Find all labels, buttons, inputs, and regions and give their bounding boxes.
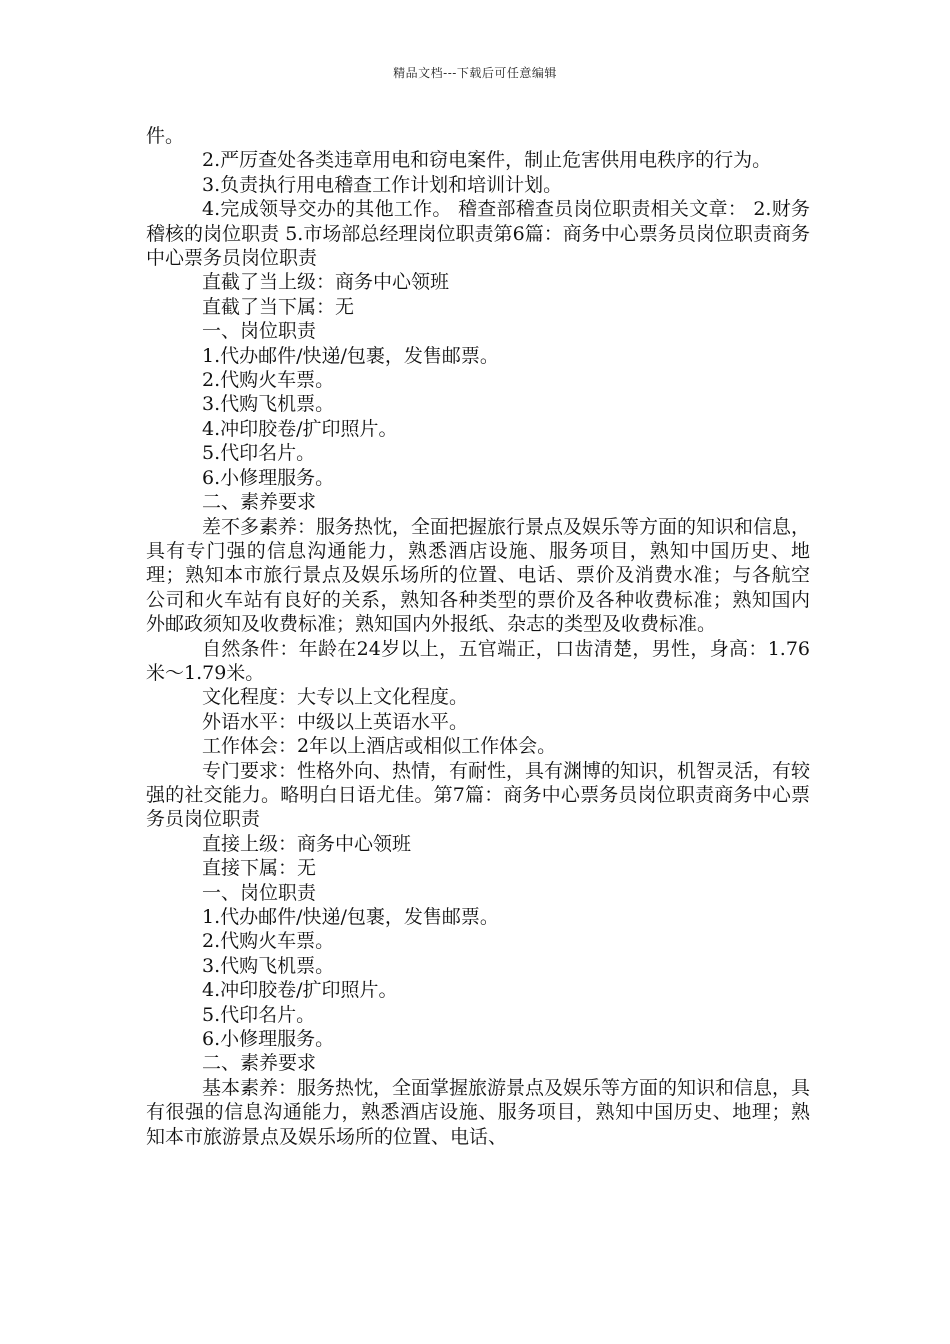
paragraph: 6.小修理服务。 bbox=[202, 1028, 335, 1051]
paragraph: 二、素养要求 bbox=[202, 491, 317, 514]
paragraph: 直截了当下属：无 bbox=[202, 295, 355, 318]
paragraph: 直接上级：商务中心领班 bbox=[202, 832, 412, 855]
paragraph: 3.负责执行用电稽查工作计划和培训计划。 bbox=[202, 173, 563, 196]
paragraph: 3.代购飞机票。 bbox=[202, 393, 335, 416]
paragraph: 5.代印名片。 bbox=[202, 442, 316, 465]
paragraph: 件。 bbox=[146, 125, 185, 147]
paragraph: 一、岗位职责 bbox=[202, 881, 317, 904]
paragraph: 二、素养要求 bbox=[202, 1052, 317, 1075]
paragraph: 工作体会：2年以上酒店或相似工作体会。 bbox=[202, 735, 557, 758]
paragraph: 差不多素养：服务热忱，全面把握旅行景点及娱乐等方面的知识和信息，具有专门强的信息沟通能力，熟悉酒店设施、服务项目，熟知中国历史、地理；熟知本市旅行景点及娱乐场所的位置、电话、票价及消费水准；与各航空公司和火车站有良好的关系，熟知各种类型的票价及各种收费标准；熟知国内外邮政须知及收费标准；熟知国内外报纸、杂志的类型及收费标准。 bbox=[146, 515, 811, 636]
paragraph: 4.冲印胶卷/扩印照片。 bbox=[202, 979, 398, 1002]
paragraph: 2.代购火车票。 bbox=[202, 930, 335, 953]
paragraph: 4.完成领导交办的其他工作。 稽查部稽查员岗位职责相关文章： 2.财务稽核的岗位职责 5.市场部总经理岗位职责第6篇：商务中心票务员岗位职责商务中心票务员岗位职责 bbox=[146, 198, 810, 270]
paragraph: 基本素养：服务热忱，全面掌握旅游景点及娱乐等方面的知识和信息，具有很强的信息沟通能力，熟悉酒店设施、服务项目，熟知中国历史、地理；熟知本市旅游景点及娱乐场所的位置、电话、 bbox=[146, 1076, 811, 1148]
paragraph: 2.严厉查处各类违章用电和窃电案件，制止危害供用电秩序的行为。 bbox=[202, 149, 772, 172]
paragraph: 1.代办邮件/快递/包裹，发售邮票。 bbox=[202, 344, 499, 367]
paragraph: 2.代购火车票。 bbox=[202, 369, 335, 392]
paragraph: 文化程度：大专以上文化程度。 bbox=[202, 686, 469, 709]
paragraph: 自然条件：年龄在24岁以上，五官端正，口齿清楚，男性，身高：1.76米～1.79米。 bbox=[146, 637, 810, 684]
paragraph: 3.代购飞机票。 bbox=[202, 954, 335, 977]
paragraph: 专门要求：性格外向、热情，有耐性，具有渊博的知识，机智灵活，有较强的社交能力。略明白日语尤佳。第7篇：商务中心票务员岗位职责商务中心票务员岗位职责 bbox=[146, 759, 811, 831]
page-header: 精品文档---下载后可任意编辑 bbox=[393, 66, 557, 80]
paragraph: 1.代办邮件/快递/包裹，发售邮票。 bbox=[202, 906, 499, 928]
paragraph: 6.小修理服务。 bbox=[202, 466, 335, 489]
paragraph: 一、岗位职责 bbox=[202, 320, 317, 343]
paragraph: 外语水平：中级以上英语水平。 bbox=[202, 710, 469, 733]
paragraph: 5.代印名片。 bbox=[202, 1003, 316, 1026]
paragraph: 直接下属：无 bbox=[202, 857, 317, 880]
document-body bbox=[146, 124, 810, 1149]
paragraph: 4.冲印胶卷/扩印照片。 bbox=[202, 417, 398, 440]
paragraph: 直截了当上级：商务中心领班 bbox=[202, 271, 450, 294]
